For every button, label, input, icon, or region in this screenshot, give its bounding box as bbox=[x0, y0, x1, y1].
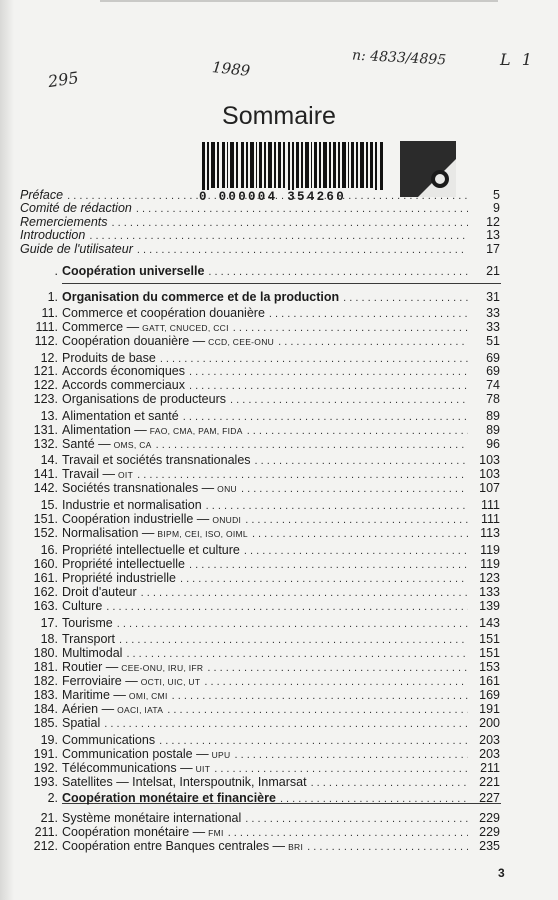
toc-row bbox=[20, 599, 500, 613]
toc-row bbox=[20, 585, 500, 599]
toc-number: 132. bbox=[33, 437, 58, 451]
toc-row bbox=[20, 306, 500, 320]
toc-number: 151. bbox=[33, 512, 58, 526]
toc-page: 96 bbox=[486, 437, 500, 451]
toc-number: 111. bbox=[35, 320, 58, 334]
toc-label: Alimentation — bbox=[62, 423, 147, 437]
toc-row bbox=[20, 825, 500, 839]
dot-leader bbox=[167, 703, 468, 717]
dot-leader bbox=[117, 617, 468, 631]
toc-row bbox=[20, 498, 500, 512]
toc-number: 121. bbox=[33, 364, 58, 378]
toc-row bbox=[20, 392, 500, 406]
toc-row bbox=[20, 646, 500, 660]
toc-number: 185. bbox=[33, 716, 58, 730]
toc-page: 113 bbox=[480, 526, 500, 540]
toc-organizations: FAO, CMA, PAM, FIDA bbox=[149, 426, 243, 436]
toc-label: Introduction bbox=[20, 228, 86, 242]
toc-row bbox=[20, 571, 500, 585]
toc-page: 9 bbox=[493, 201, 500, 215]
toc-row bbox=[20, 188, 500, 202]
toc-label: Comité de rédaction bbox=[20, 201, 132, 215]
toc-number: 184. bbox=[33, 702, 58, 716]
dot-leader bbox=[189, 365, 468, 379]
toc-page: 111 bbox=[480, 498, 500, 512]
dot-leader bbox=[247, 424, 468, 438]
toc-page: 103 bbox=[479, 453, 500, 467]
toc-row bbox=[20, 334, 500, 348]
dot-leader bbox=[278, 335, 468, 349]
toc-page: 203 bbox=[479, 747, 500, 761]
toc-row bbox=[20, 378, 500, 392]
toc-row bbox=[20, 747, 500, 761]
toc-page: 33 bbox=[486, 320, 500, 334]
barcode-number: 0 000004 354260 bbox=[197, 190, 389, 204]
toc-organizations: CCD, CEE-ONU bbox=[208, 337, 275, 347]
toc-number: 19. bbox=[40, 733, 58, 747]
toc-label: Coopération douanière — bbox=[62, 334, 206, 348]
toc-row bbox=[20, 215, 500, 229]
toc-label: Propriété industrielle bbox=[62, 571, 176, 585]
dot-leader bbox=[234, 748, 468, 762]
dot-leader bbox=[119, 633, 468, 647]
toc-label: Coopération monétaire — bbox=[62, 825, 206, 839]
dot-leader bbox=[137, 468, 468, 482]
section-rule bbox=[62, 283, 501, 284]
page-edge bbox=[0, 0, 14, 900]
dot-leader bbox=[244, 544, 468, 558]
toc-number: 183. bbox=[33, 688, 58, 702]
toc-row bbox=[20, 290, 500, 304]
toc-page: 119 bbox=[480, 543, 500, 557]
toc-organizations: UIT bbox=[195, 764, 211, 774]
toc-label: Coopération industrielle — bbox=[62, 512, 210, 526]
toc-number: 21. bbox=[40, 811, 58, 825]
toc-label: Produits de base bbox=[62, 351, 156, 365]
toc-row bbox=[20, 264, 500, 278]
toc-number: 142. bbox=[33, 481, 58, 495]
toc-page: 119 bbox=[480, 557, 500, 571]
toc-row bbox=[20, 543, 500, 557]
toc-label: Remerciements bbox=[20, 215, 108, 229]
toc-page: 227 bbox=[479, 791, 500, 805]
toc-row bbox=[20, 453, 500, 467]
toc-number: 123. bbox=[33, 392, 58, 406]
toc-row bbox=[20, 409, 500, 423]
toc-row bbox=[20, 364, 500, 378]
toc-row bbox=[20, 467, 500, 481]
toc-page: 191 bbox=[479, 702, 500, 716]
toc-organizations: OMI, CMI bbox=[128, 691, 168, 701]
toc-page: 21 bbox=[486, 264, 500, 278]
toc-page: 78 bbox=[486, 392, 500, 406]
toc-page: 69 bbox=[486, 351, 500, 365]
toc-label: Travail et sociétés transnationales bbox=[62, 453, 251, 467]
toc-row bbox=[20, 526, 500, 540]
toc-label: Accords commerciaux bbox=[62, 378, 185, 392]
toc-page: 133 bbox=[479, 585, 500, 599]
toc-page: 74 bbox=[486, 378, 500, 392]
toc-organizations: OMS, CA bbox=[113, 440, 152, 450]
toc-row bbox=[20, 423, 500, 437]
dot-leader bbox=[228, 826, 468, 840]
toc-number: 122. bbox=[33, 378, 58, 392]
dot-leader bbox=[126, 647, 468, 661]
toc-number: 16. bbox=[40, 543, 58, 557]
toc-row bbox=[20, 512, 500, 526]
toc-number: 182. bbox=[33, 674, 58, 688]
toc-label: Travail — bbox=[62, 467, 116, 481]
dot-leader bbox=[343, 291, 468, 305]
toc-page: 203 bbox=[479, 733, 500, 747]
toc-label: Ferroviaire — bbox=[62, 674, 138, 688]
toc-organizations: FMI bbox=[208, 828, 224, 838]
toc-row bbox=[20, 733, 500, 747]
toc-number: 161. bbox=[33, 571, 58, 585]
toc-number: 162. bbox=[33, 585, 58, 599]
toc-label: Guide de l'utilisateur bbox=[20, 242, 133, 256]
toc-row bbox=[20, 320, 500, 334]
toc-number: 2. bbox=[47, 791, 58, 805]
toc-organizations: GATT, CNUCED, CCI bbox=[142, 323, 229, 333]
toc-label: Commerce et coopération douanière bbox=[62, 306, 265, 320]
toc-row bbox=[20, 839, 500, 853]
dot-leader bbox=[208, 265, 468, 279]
toc-row bbox=[20, 660, 500, 674]
toc-row bbox=[20, 791, 500, 805]
toc-number: 193. bbox=[33, 775, 58, 789]
toc-label: Spatial bbox=[62, 716, 101, 730]
dot-leader bbox=[180, 572, 468, 586]
toc-label: Transport bbox=[62, 632, 116, 646]
toc-label: Coopération monétaire et financière bbox=[62, 791, 276, 805]
dot-leader bbox=[159, 734, 468, 748]
dot-leader bbox=[269, 307, 468, 321]
toc-page: 69 bbox=[486, 364, 500, 378]
handwritten-note-year: 1989 bbox=[211, 58, 252, 80]
toc-page: 229 bbox=[479, 811, 500, 825]
toc-page: 169 bbox=[479, 688, 500, 702]
dot-leader bbox=[156, 438, 468, 452]
toc-number: 181. bbox=[33, 660, 58, 674]
toc-row bbox=[20, 242, 500, 256]
toc-number: 1. bbox=[47, 290, 58, 304]
dot-leader bbox=[106, 600, 468, 614]
toc-page: 123 bbox=[479, 571, 500, 585]
dot-leader bbox=[141, 586, 468, 600]
toc-organizations: OACI, IATA bbox=[117, 705, 164, 715]
toc-number: . bbox=[54, 264, 58, 278]
dot-leader bbox=[230, 393, 468, 407]
dot-leader bbox=[307, 840, 468, 854]
page-number: 3 bbox=[498, 866, 505, 880]
toc-label: Système monétaire international bbox=[62, 811, 242, 825]
toc-label: Communications bbox=[62, 733, 156, 747]
toc-row bbox=[20, 351, 500, 365]
dot-leader bbox=[183, 410, 468, 424]
toc-row bbox=[20, 716, 500, 730]
toc-label: Organisation du commerce et de la production bbox=[62, 290, 340, 304]
toc-number: 160. bbox=[33, 557, 58, 571]
toc-page: 103 bbox=[479, 467, 500, 481]
toc-number: 17. bbox=[40, 616, 58, 630]
toc-label: Santé — bbox=[62, 437, 111, 451]
toc-row bbox=[20, 616, 500, 630]
toc-number: 192. bbox=[33, 761, 58, 775]
toc-page: 17 bbox=[486, 242, 500, 256]
toc-label: Maritime — bbox=[62, 688, 126, 702]
toc-label: Aérien — bbox=[62, 702, 115, 716]
toc-page: 13 bbox=[486, 228, 500, 242]
dot-leader bbox=[189, 379, 468, 393]
toc-label: Accords économiques bbox=[62, 364, 185, 378]
toc-row bbox=[20, 761, 500, 775]
toc-row bbox=[20, 702, 500, 716]
toc-row bbox=[20, 674, 500, 688]
toc-organizations: ONUDI bbox=[212, 515, 242, 525]
toc-number: 12. bbox=[40, 351, 58, 365]
dot-leader bbox=[104, 717, 468, 731]
toc-page: 153 bbox=[479, 660, 500, 674]
dot-leader bbox=[89, 229, 468, 243]
toc-number: 13. bbox=[40, 409, 58, 423]
toc-number: 131. bbox=[33, 423, 58, 437]
toc-number: 180. bbox=[33, 646, 58, 660]
handwritten-note-l1: L 1 bbox=[500, 50, 535, 69]
toc-page: 211 bbox=[480, 761, 500, 775]
dot-leader bbox=[245, 812, 468, 826]
dot-leader bbox=[214, 762, 468, 776]
toc-page: 31 bbox=[486, 290, 500, 304]
toc-page: 111 bbox=[480, 512, 500, 526]
toc-row bbox=[20, 632, 500, 646]
toc-organizations: ONU bbox=[217, 484, 237, 494]
handwritten-note-reference: n: 4833/4895 bbox=[351, 47, 447, 69]
toc-label: Routier — bbox=[62, 660, 119, 674]
toc-page: 200 bbox=[479, 716, 500, 730]
toc-page: 161 bbox=[479, 674, 500, 688]
toc-organizations: CEE-ONU, IRU, IFR bbox=[121, 663, 204, 673]
dot-leader bbox=[241, 482, 468, 496]
toc-number: 191. bbox=[33, 747, 58, 761]
toc-page: 221 bbox=[479, 775, 500, 789]
toc-page: 143 bbox=[479, 616, 500, 630]
toc-row bbox=[20, 811, 500, 825]
toc-page: 229 bbox=[479, 825, 500, 839]
toc-page: 5 bbox=[493, 188, 500, 202]
toc-organizations: OCTI, UIC, UT bbox=[140, 677, 201, 687]
toc-page: 51 bbox=[486, 334, 500, 348]
toc-label: Droit d'auteur bbox=[62, 585, 137, 599]
toc-number: 14. bbox=[40, 453, 58, 467]
toc-number: 15. bbox=[40, 498, 58, 512]
toc-row bbox=[20, 228, 500, 242]
toc-row bbox=[20, 557, 500, 571]
toc-page: 151 bbox=[479, 632, 500, 646]
toc-number: 11. bbox=[41, 306, 58, 320]
toc-label: Préface bbox=[20, 188, 64, 202]
toc-organizations: BRI bbox=[288, 842, 304, 852]
dot-leader bbox=[252, 527, 468, 541]
dot-leader bbox=[137, 243, 468, 257]
toc-page: 107 bbox=[479, 481, 500, 495]
toc-number: 18. bbox=[40, 632, 58, 646]
dot-leader bbox=[204, 675, 468, 689]
toc-page: 139 bbox=[479, 599, 500, 613]
toc-label: Organisations de producteurs bbox=[62, 392, 226, 406]
toc-label: Alimentation et santé bbox=[62, 409, 179, 423]
toc-organizations: UPU bbox=[211, 750, 231, 760]
toc-organizations: OIT bbox=[118, 470, 134, 480]
dot-leader bbox=[207, 661, 468, 675]
dot-leader bbox=[245, 513, 468, 527]
toc-label: Télécommunications — bbox=[62, 761, 193, 775]
dot-leader bbox=[311, 776, 468, 790]
toc-label: Multimodal bbox=[62, 646, 123, 660]
toc-row bbox=[20, 201, 500, 215]
toc-page: 151 bbox=[479, 646, 500, 660]
toc-row bbox=[20, 437, 500, 451]
toc-label: Tourisme bbox=[62, 616, 113, 630]
toc-label: Coopération universelle bbox=[62, 264, 205, 278]
top-edge-line bbox=[100, 0, 498, 2]
dot-leader bbox=[280, 792, 468, 806]
toc-number: 112. bbox=[34, 334, 58, 348]
toc-number: 163. bbox=[33, 599, 58, 613]
toc-label: Satellites — Intelsat, Interspoutnik, Inmarsat bbox=[62, 775, 307, 789]
toc-organizations: BIPM, CEI, ISO, OIML bbox=[157, 529, 248, 539]
handwritten-note-295: 295 bbox=[46, 67, 80, 92]
toc-row bbox=[20, 688, 500, 702]
toc-page: 235 bbox=[479, 839, 500, 853]
toc-label: Normalisation — bbox=[62, 526, 155, 540]
dot-leader bbox=[255, 454, 468, 468]
toc-number: 152. bbox=[33, 526, 58, 540]
toc-label: Coopération entre Banques centrales — bbox=[62, 839, 286, 853]
dot-leader bbox=[172, 689, 468, 703]
toc-label: Sociétés transnationales — bbox=[62, 481, 215, 495]
toc-label: Propriété intellectuelle et culture bbox=[62, 543, 240, 557]
toc-number: 211. bbox=[34, 825, 58, 839]
toc-page: 89 bbox=[486, 409, 500, 423]
toc-label: Propriété intellectuelle bbox=[62, 557, 185, 571]
toc-number: 141. bbox=[33, 467, 58, 481]
toc-page: 33 bbox=[486, 306, 500, 320]
toc-label: Culture bbox=[62, 599, 103, 613]
dot-leader bbox=[233, 321, 468, 335]
toc-number: 212. bbox=[33, 839, 58, 853]
page-title: Sommaire bbox=[222, 102, 336, 130]
toc-label: Communication postale — bbox=[62, 747, 209, 761]
dot-leader bbox=[206, 499, 468, 513]
toc-row bbox=[20, 481, 500, 495]
toc-page: 89 bbox=[486, 423, 500, 437]
toc-label: Commerce — bbox=[62, 320, 140, 334]
toc-label: Industrie et normalisation bbox=[62, 498, 202, 512]
toc-page: 12 bbox=[486, 215, 500, 229]
dot-leader bbox=[136, 202, 468, 216]
dot-leader bbox=[189, 558, 468, 572]
toc-row bbox=[20, 775, 500, 789]
